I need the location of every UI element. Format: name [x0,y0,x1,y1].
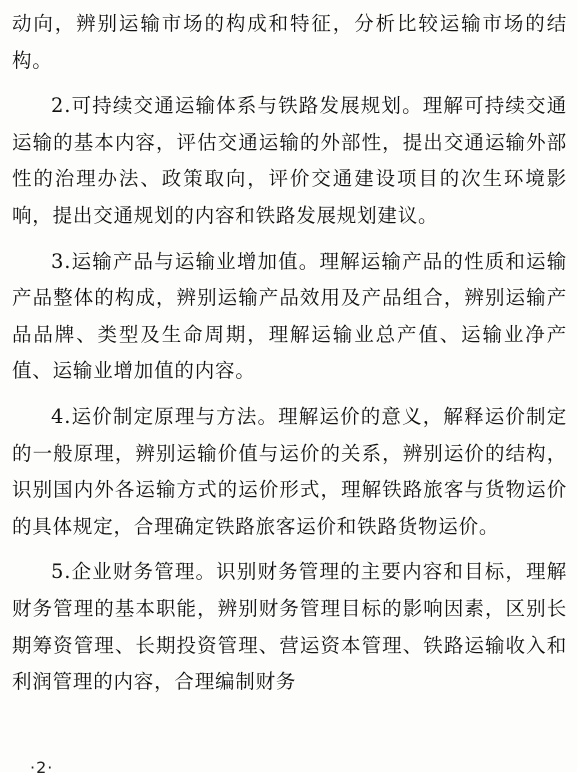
paragraph-item-2: 2.可持续交通运输体系与铁路发展规划。理解可持续交通运输的基本内容，评估交通运输的外部性，提出交通运输外部性的治理办法、政策取向，评价交通建设项目的次生环境影响，提出交通规划的内容和铁路发展规划建议。 [12,94,567,227]
page-number: ·2· [30,758,54,777]
paragraph-item-3: 3.运输产品与运输业增加值。理解运输产品的性质和运输产品整体的构成，辨别运输产品效用及产品组合，辨别运输产品品牌、类型及生命周期，理解运输业总产值、运输业净产值、运输业增加值的内容。 [12,249,567,383]
paragraph-item-5: 5.企业财务管理。识别财务管理的主要内容和目标，理解财务管理的基本职能，辨别财务管理目标的影响因素，区别长期筹资管理、长期投资管理、营运资本管理、铁路运输收入和利润管理的内容，合理编制财务 [12,560,567,694]
paragraph-item-4: 4.运价制定原理与方法。理解运价的意义，解释运价制定的一般原理，辨别运输价值与运价的关系，辨别运价的结构，识别国内外各运输方式的运价形式，理解铁路旅客与货物运价的具体规定，合理确定铁路旅客运价和铁路货物运价。 [12,404,567,538]
document-body [12,6,567,701]
paragraph-intro-continuation: 动向，辨别运输市场的构成和特征，分析比较运输市场的结构。 [12,12,567,72]
